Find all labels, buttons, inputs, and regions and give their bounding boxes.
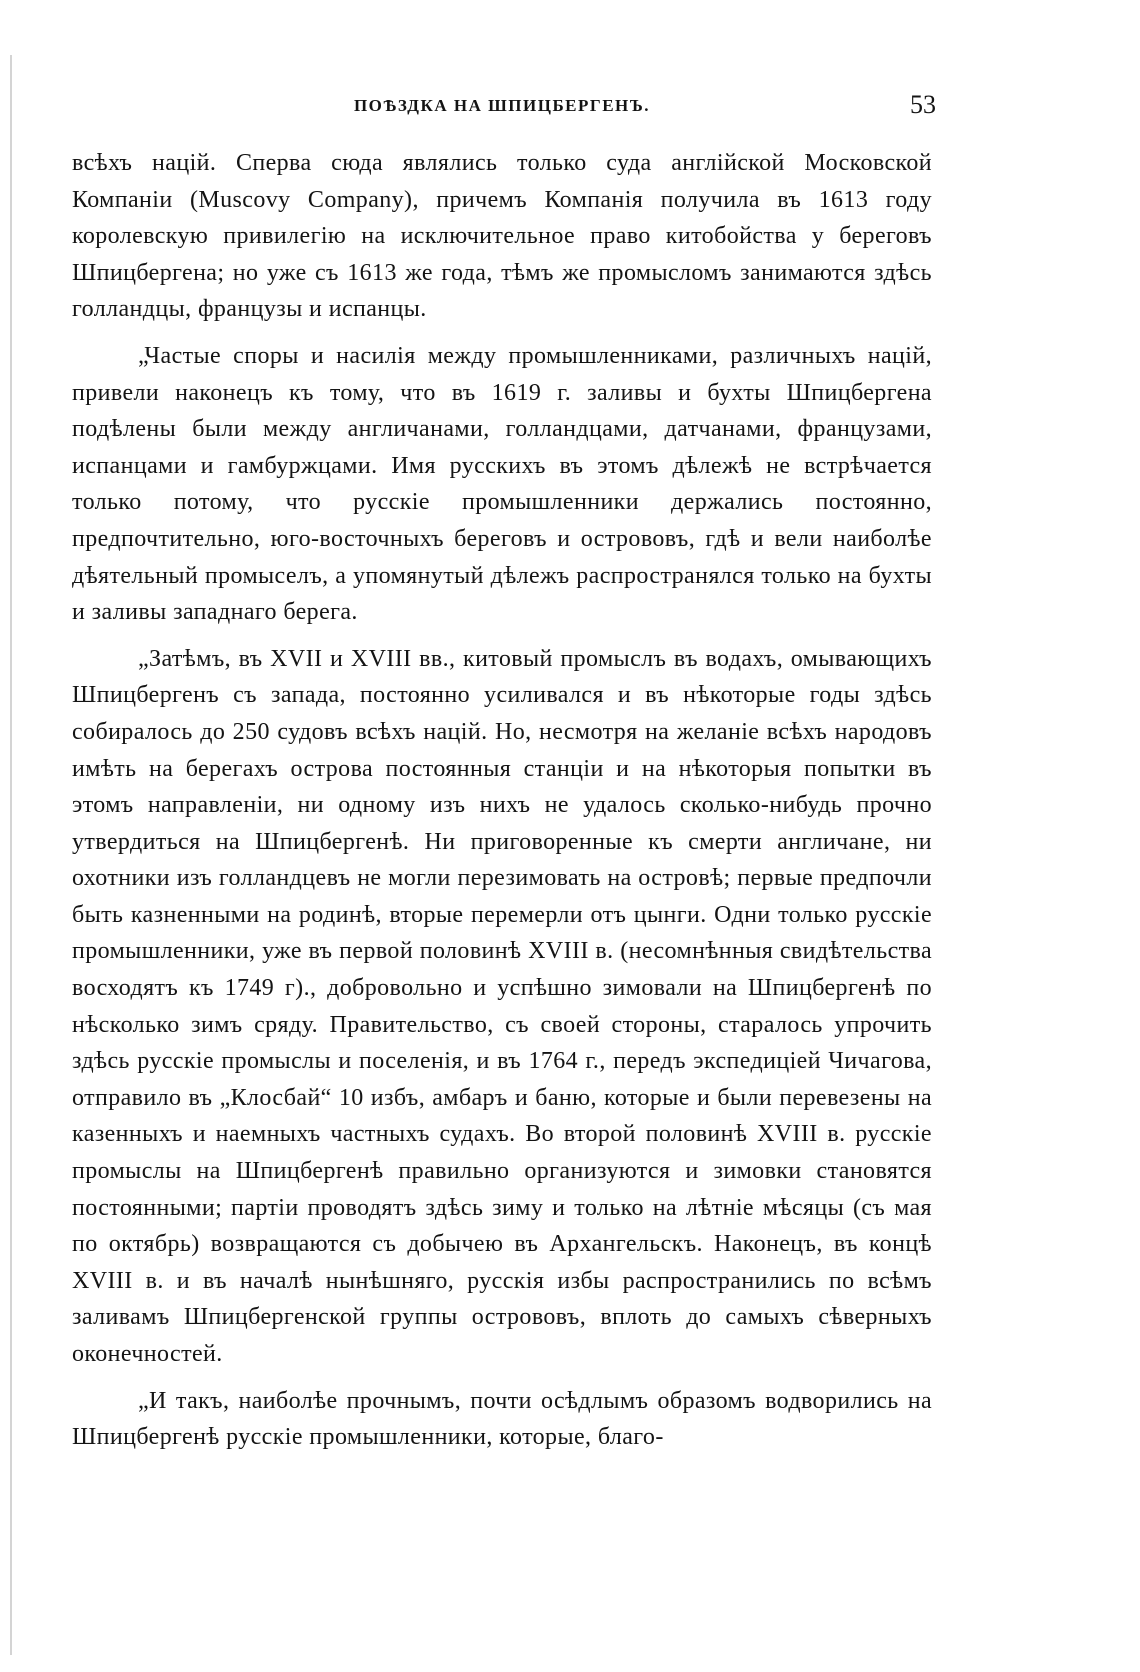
page-body	[72, 145, 932, 1456]
page-header	[72, 90, 936, 132]
running-title: ПОѢЗДКА НА ШПИЦБЕРГЕНЪ.	[353, 96, 651, 115]
page-number: 53	[910, 90, 936, 119]
paragraph: „Затѣмъ, въ XVII и XVIII вв., китовый промыслъ въ водахъ, омывающихъ Шпицбергенъ съ запада, постоянно усиливался и въ нѣкоторые годы здѣсь собиралось до 250 судовъ всѣхъ націй. Но, несмотря на желаніе всѣхъ народовъ имѣть на берегахъ острова постоянныя станціи и на нѣкоторыя попытки въ этомъ направленіи, ни одному изъ нихъ не удалось сколько-нибудь прочно утвердиться на Шпицбергенѣ. Ни приговоренные къ смерти англичане, ни охотники изъ голландцевъ не могли перезимовать на островѣ; первые предпочли быть казненными на родинѣ, вторые перемерли отъ цынги. Одни только русскіе промышленники, уже въ первой половинѣ XVIII в. (несомнѣнныя свидѣтельства восходятъ къ 1749 г)., добровольно и успѣшно зимовали на Шпицбергенѣ по нѣсколько зимъ сряду. Правительство, съ своей стороны, старалось упрочить здѣсь русскіе промыслы и поселенія, и въ 1764 г., передъ экспедиціей Чичагова, отправило въ „Клосбай“ 10 избъ, амбаръ и баню, которые и были перевезены на казенныхъ и наемныхъ частныхъ судахъ. Во второй половинѣ XVIII в. русскіе промыслы на Шпицбергенѣ правильно организуются и зимовки становятся постоянными; партіи проводятъ здѣсь зиму и только на лѣтніе мѣсяцы (съ мая по октябрь) возвращаются съ добычею въ Архангельскъ. Наконецъ, въ концѣ XVIII в. и въ началѣ нынѣшняго, русскія избы распространились по всѣмъ заливамъ Шпицбергенской группы острововъ, вплоть до самыхъ сѣверныхъ оконечностей.	[72, 645, 932, 1367]
paragraph: „И такъ, наиболѣе прочнымъ, почти осѣдлымъ образомъ водворились на Шпицбергенѣ русскіе промышленники, которые, благо-	[72, 1387, 932, 1451]
paragraph: „Частые споры и насилія между промышленниками, различныхъ націй, привели наконецъ къ тому, что въ 1619 г. заливы и бухты Шпицбергена подѣлены были между англичанами, голландцами, датчанами, французами, испанцами и гамбуржцами. Имя русскихъ въ этомъ дѣлежѣ не встрѣчается только потому, что русскіе промышленники держались постоянно, предпочтительно, юго-восточныхъ береговъ и острововъ, гдѣ и вели наиболѣе дѣятельный промыселъ, а упомянутый дѣлежъ распространялся только на бухты и заливы западнаго берега.	[72, 342, 932, 626]
paragraph: всѣхъ націй. Сперва сюда являлись только суда англійской Московской Компаніи (Muscovy Company), причемъ Компанія получила въ 1613 году королевскую привилегію на исключительное право китобойства у береговъ Шпицбергена; но уже съ 1613 же года, тѣмъ же промысломъ занимаются здѣсь голландцы, французы и испанцы.	[72, 150, 932, 323]
page-edge-line	[10, 55, 12, 1655]
